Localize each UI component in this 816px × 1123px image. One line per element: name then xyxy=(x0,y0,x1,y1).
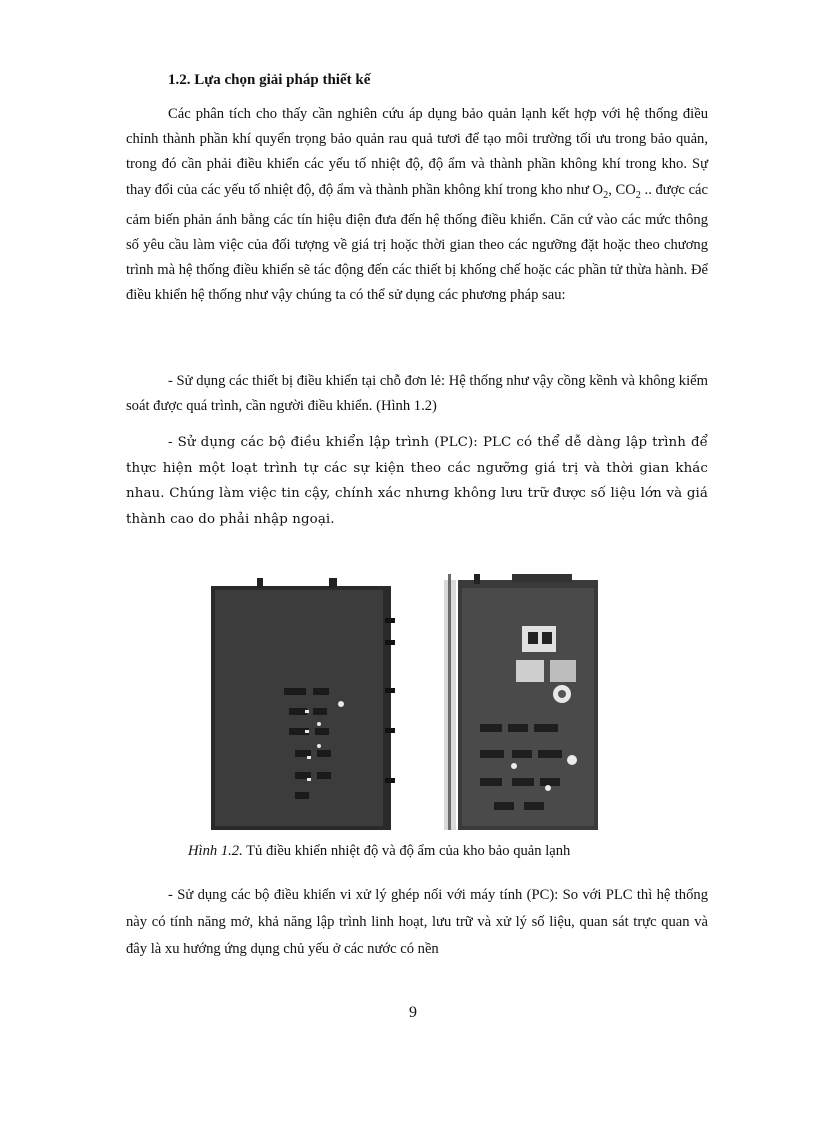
paragraph-plc: - Sử dụng các bộ điều khiển lập trình (PLC): PLC có thể dễ dàng lập trình để thực hiện một loạt trình tự các sự kiện theo các ngưỡng giá trị và thời gian khác nhau. Chúng làm việc tin cậy, chính xác nhưng không lưu trữ được số liệu lớn và giá thành cao do phải nhập ngoại. xyxy=(126,435,708,527)
paragraph-intro: Các phân tích cho thấy cần nghiên cứu áp dụng bảo quản lạnh kết hợp với hệ thống điều chỉnh thành phần khí quyển trọng bảo quản rau quả tươi để tạo môi trường tối ưu trong bảo quản, trong đó cần phải điều khiển các yếu tố nhiệt độ, độ ẩm và thành phần không khí trong kho. Sự thay đổi của các yếu tố nhiệt độ, độ ẩm và thành phần không khí trong kho như $O_2$, $CO_2$ .. được các cảm biến phản ánh bằng các tín hiệu điện đưa đến hệ thống điều khiển. Căn cứ vào các mức thông số yêu cầu làm việc của đối tượng về giá trị hoặc thời gian theo các ngưỡng đặt hoặc theo chương trình mà hệ thống điều khiển sẽ tác động đến các thiết bị khống chế hoặc các phần tử thừa hành. Để điều khiển hệ thống như vậy chúng ta có thể sử dụng các phương pháp sau: xyxy=(126,106,709,304)
control-cabinet-photo-left xyxy=(209,578,406,830)
section-heading: 1.2. Lựa chọn giải pháp thiết kế xyxy=(168,72,371,88)
figure-caption: Hình 1.2. Tủ điều khiển nhiệt độ và độ ẩm của kho bảo quản lạnh xyxy=(188,843,571,859)
page-number: 9 xyxy=(409,1004,417,1021)
control-cabinet-photo-right xyxy=(444,574,602,830)
paragraph-pc-controllers: - Sử dụng các bộ điều khiển vi xử lý ghép nối với máy tính (PC): So với PLC thì hệ thống này có tính năng mở, khả năng lập trình linh hoạt, lưu trữ và xử lý số liệu, quan sát trực quan và đây là xu hướng ứng dụng chủ yếu ở các nước có nền xyxy=(126,887,708,957)
paragraph-local-controllers: - Sử dụng các thiết bị điều khiển tại chỗ đơn lẻ: Hệ thống như vậy cồng kềnh và không kiểm soát được quá trình, cần người điều khiển. (Hình 1.2) xyxy=(126,373,708,415)
